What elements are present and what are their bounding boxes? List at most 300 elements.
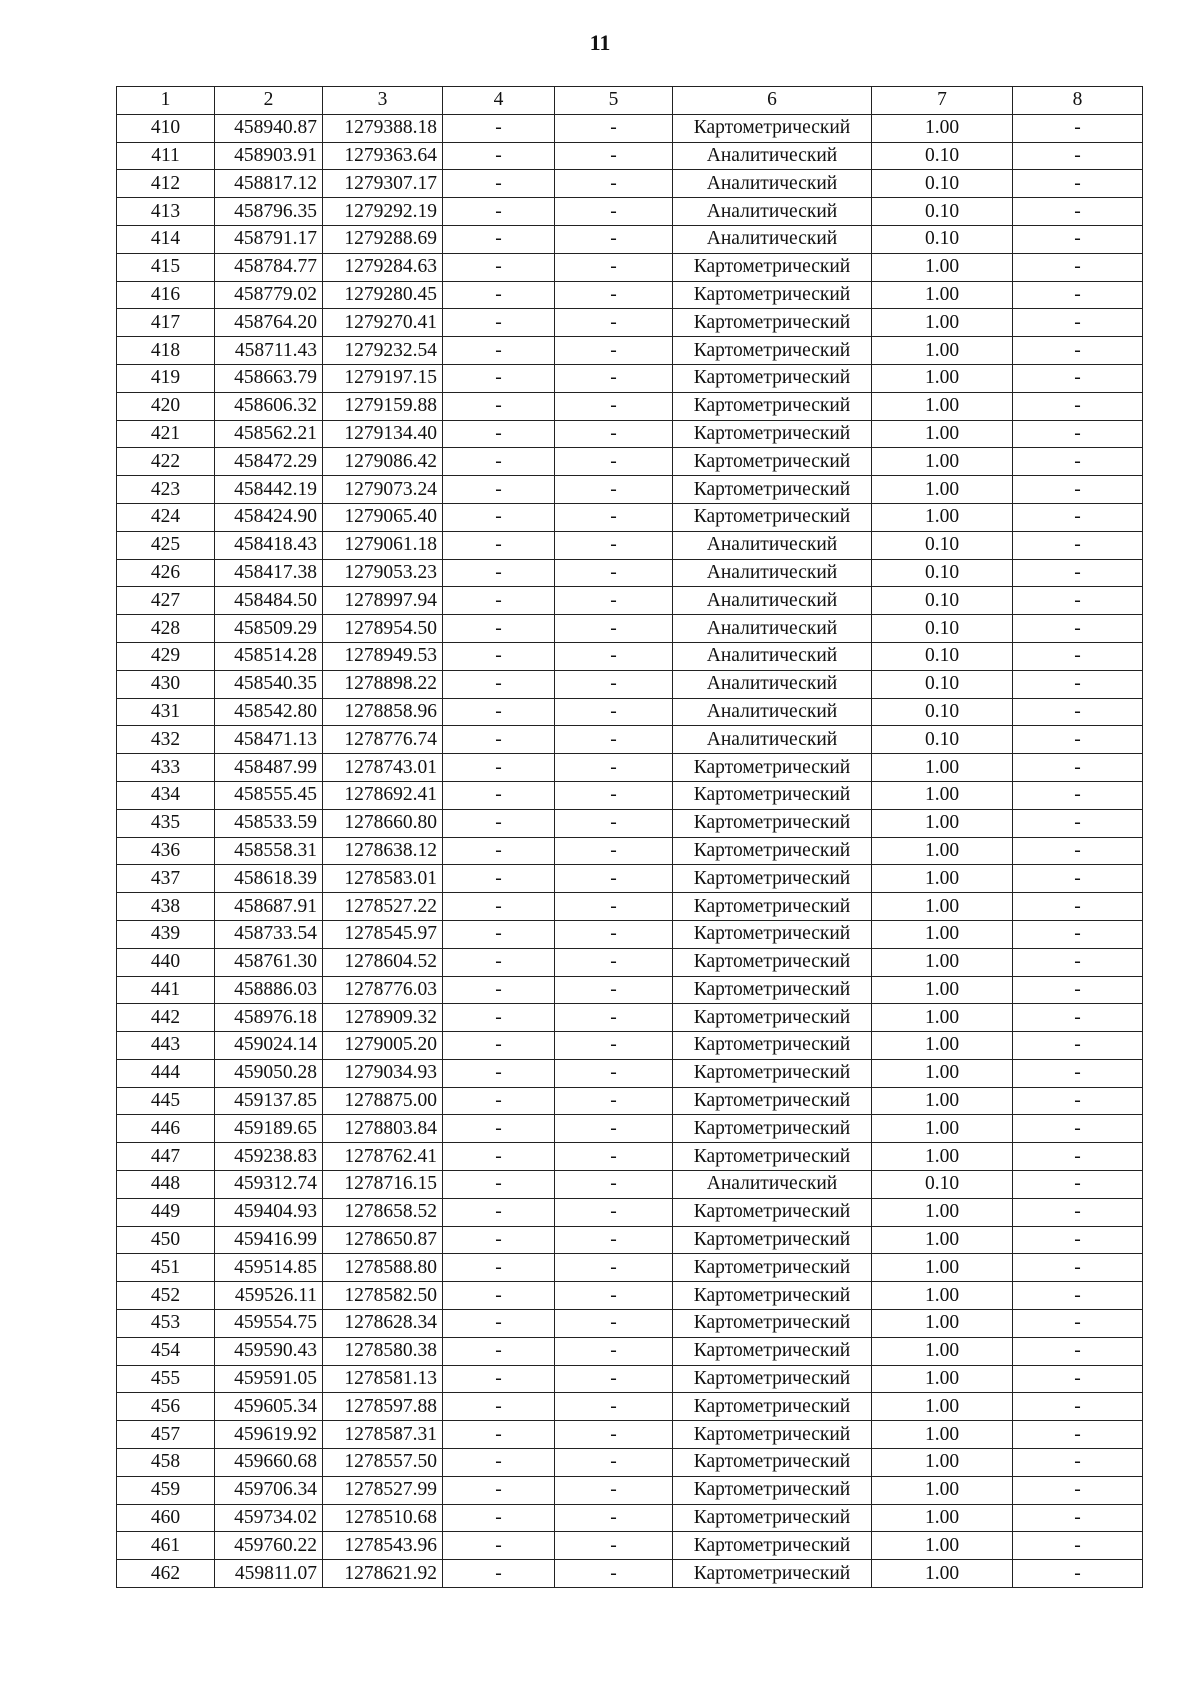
y-coordinate-cell: 1279288.69 (323, 225, 443, 253)
x-coordinate-cell: 458606.32 (215, 392, 323, 420)
column-5-cell: - (555, 976, 673, 1004)
column-8-cell: - (1013, 1059, 1143, 1087)
table-row (117, 587, 1143, 615)
column-8-cell: - (1013, 642, 1143, 670)
method-cell: Картометрический (673, 754, 872, 782)
column-4-cell: - (443, 754, 555, 782)
column-8-cell: - (1013, 1393, 1143, 1421)
x-coordinate-cell: 459514.85 (215, 1254, 323, 1282)
table-row (117, 420, 1143, 448)
x-coordinate-cell: 459189.65 (215, 1115, 323, 1143)
point-number-cell: 431 (117, 698, 215, 726)
method-cell: Картометрический (673, 1282, 872, 1310)
column-8-cell: - (1013, 893, 1143, 921)
x-coordinate-cell: 459312.74 (215, 1171, 323, 1199)
column-5-cell: - (555, 114, 673, 142)
y-coordinate-cell: 1278743.01 (323, 754, 443, 782)
point-number-cell: 421 (117, 420, 215, 448)
column-4-cell: - (443, 1393, 555, 1421)
x-coordinate-cell: 458687.91 (215, 893, 323, 921)
x-coordinate-cell: 458509.29 (215, 615, 323, 643)
method-cell: Картометрический (673, 253, 872, 281)
table-row (117, 698, 1143, 726)
column-4-cell: - (443, 392, 555, 420)
method-cell: Картометрический (673, 837, 872, 865)
point-number-cell: 457 (117, 1421, 215, 1449)
column-4-cell: - (443, 1449, 555, 1477)
column-4-cell: - (443, 1115, 555, 1143)
column-4-cell: - (443, 1143, 555, 1171)
x-coordinate-cell: 458976.18 (215, 1004, 323, 1032)
point-number-cell: 410 (117, 114, 215, 142)
column-4-cell: - (443, 698, 555, 726)
accuracy-cell: 1.00 (872, 448, 1013, 476)
x-coordinate-cell: 458555.45 (215, 781, 323, 809)
accuracy-cell: 1.00 (872, 809, 1013, 837)
y-coordinate-cell: 1278545.97 (323, 920, 443, 948)
column-8-cell: - (1013, 1087, 1143, 1115)
point-number-cell: 412 (117, 170, 215, 198)
table-row (117, 615, 1143, 643)
column-5-cell: - (555, 253, 673, 281)
y-coordinate-cell: 1278650.87 (323, 1226, 443, 1254)
point-number-cell: 415 (117, 253, 215, 281)
accuracy-cell: 1.00 (872, 281, 1013, 309)
column-8-cell: - (1013, 531, 1143, 559)
table-row (117, 1449, 1143, 1477)
x-coordinate-cell: 458442.19 (215, 476, 323, 504)
table-row (117, 559, 1143, 587)
method-cell: Картометрический (673, 976, 872, 1004)
y-coordinate-cell: 1279034.93 (323, 1059, 443, 1087)
column-5-cell: - (555, 420, 673, 448)
point-number-cell: 427 (117, 587, 215, 615)
point-number-cell: 436 (117, 837, 215, 865)
x-coordinate-cell: 458418.43 (215, 531, 323, 559)
method-cell: Картометрический (673, 476, 872, 504)
accuracy-cell: 0.10 (872, 170, 1013, 198)
column-8-cell: - (1013, 309, 1143, 337)
column-5-cell: - (555, 615, 673, 643)
method-cell: Картометрический (673, 1504, 872, 1532)
column-8-cell: - (1013, 1337, 1143, 1365)
accuracy-cell: 0.10 (872, 198, 1013, 226)
x-coordinate-cell: 458472.29 (215, 448, 323, 476)
accuracy-cell: 1.00 (872, 948, 1013, 976)
table-row (117, 1226, 1143, 1254)
table-row (117, 1087, 1143, 1115)
table-row (117, 1171, 1143, 1199)
column-4-cell: - (443, 781, 555, 809)
column-8-cell: - (1013, 1171, 1143, 1199)
column-4-cell: - (443, 142, 555, 170)
x-coordinate-cell: 459050.28 (215, 1059, 323, 1087)
table-row (117, 1032, 1143, 1060)
column-8-cell: - (1013, 1560, 1143, 1588)
column-8-cell: - (1013, 1421, 1143, 1449)
table-row (117, 837, 1143, 865)
x-coordinate-cell: 459734.02 (215, 1504, 323, 1532)
column-4-cell: - (443, 448, 555, 476)
column-4-cell: - (443, 1254, 555, 1282)
point-number-cell: 446 (117, 1115, 215, 1143)
method-cell: Аналитический (673, 198, 872, 226)
accuracy-cell: 0.10 (872, 726, 1013, 754)
column-5-cell: - (555, 1059, 673, 1087)
x-coordinate-cell: 458618.39 (215, 865, 323, 893)
point-number-cell: 411 (117, 142, 215, 170)
y-coordinate-cell: 1278658.52 (323, 1198, 443, 1226)
x-coordinate-cell: 458540.35 (215, 670, 323, 698)
column-4-cell: - (443, 948, 555, 976)
y-coordinate-cell: 1278776.74 (323, 726, 443, 754)
column-header: 2 (215, 87, 323, 115)
column-5-cell: - (555, 754, 673, 782)
method-cell: Картометрический (673, 920, 872, 948)
table-row (117, 337, 1143, 365)
column-8-cell: - (1013, 337, 1143, 365)
y-coordinate-cell: 1279159.88 (323, 392, 443, 420)
column-4-cell: - (443, 920, 555, 948)
method-cell: Картометрический (673, 503, 872, 531)
table-row (117, 114, 1143, 142)
point-number-cell: 429 (117, 642, 215, 670)
method-cell: Картометрический (673, 364, 872, 392)
column-8-cell: - (1013, 1476, 1143, 1504)
point-number-cell: 438 (117, 893, 215, 921)
y-coordinate-cell: 1278557.50 (323, 1449, 443, 1477)
column-4-cell: - (443, 309, 555, 337)
column-5-cell: - (555, 1171, 673, 1199)
method-cell: Аналитический (673, 615, 872, 643)
column-4-cell: - (443, 726, 555, 754)
y-coordinate-cell: 1278604.52 (323, 948, 443, 976)
method-cell: Аналитический (673, 642, 872, 670)
column-4-cell: - (443, 893, 555, 921)
y-coordinate-cell: 1278527.22 (323, 893, 443, 921)
column-4-cell: - (443, 976, 555, 1004)
column-4-cell: - (443, 225, 555, 253)
x-coordinate-cell: 458779.02 (215, 281, 323, 309)
y-coordinate-cell: 1278581.13 (323, 1365, 443, 1393)
point-number-cell: 458 (117, 1449, 215, 1477)
y-coordinate-cell: 1279388.18 (323, 114, 443, 142)
column-8-cell: - (1013, 754, 1143, 782)
y-coordinate-cell: 1278898.22 (323, 670, 443, 698)
column-4-cell: - (443, 420, 555, 448)
column-5-cell: - (555, 225, 673, 253)
y-coordinate-cell: 1279134.40 (323, 420, 443, 448)
accuracy-cell: 1.00 (872, 1198, 1013, 1226)
column-4-cell: - (443, 587, 555, 615)
column-5-cell: - (555, 1532, 673, 1560)
column-8-cell: - (1013, 448, 1143, 476)
column-header: 5 (555, 87, 673, 115)
column-8-cell: - (1013, 1310, 1143, 1338)
column-8-cell: - (1013, 281, 1143, 309)
accuracy-cell: 1.00 (872, 1560, 1013, 1588)
y-coordinate-cell: 1279292.19 (323, 198, 443, 226)
y-coordinate-cell: 1278628.34 (323, 1310, 443, 1338)
point-number-cell: 419 (117, 364, 215, 392)
point-number-cell: 432 (117, 726, 215, 754)
y-coordinate-cell: 1279363.64 (323, 142, 443, 170)
column-8-cell: - (1013, 114, 1143, 142)
column-8-cell: - (1013, 1365, 1143, 1393)
table-row (117, 503, 1143, 531)
column-8-cell: - (1013, 1004, 1143, 1032)
table-row (117, 642, 1143, 670)
column-8-cell: - (1013, 420, 1143, 448)
column-4-cell: - (443, 615, 555, 643)
point-number-cell: 435 (117, 809, 215, 837)
point-number-cell: 434 (117, 781, 215, 809)
method-cell: Аналитический (673, 531, 872, 559)
column-5-cell: - (555, 893, 673, 921)
accuracy-cell: 1.00 (872, 476, 1013, 504)
column-8-cell: - (1013, 865, 1143, 893)
column-4-cell: - (443, 476, 555, 504)
table-row (117, 1476, 1143, 1504)
column-5-cell: - (555, 865, 673, 893)
column-4-cell: - (443, 1087, 555, 1115)
accuracy-cell: 1.00 (872, 1254, 1013, 1282)
accuracy-cell: 1.00 (872, 1393, 1013, 1421)
column-5-cell: - (555, 1226, 673, 1254)
x-coordinate-cell: 458484.50 (215, 587, 323, 615)
method-cell: Картометрический (673, 781, 872, 809)
column-4-cell: - (443, 1476, 555, 1504)
method-cell: Картометрический (673, 1115, 872, 1143)
table-row (117, 364, 1143, 392)
method-cell: Картометрический (673, 337, 872, 365)
column-5-cell: - (555, 281, 673, 309)
column-5-cell: - (555, 1560, 673, 1588)
column-8-cell: - (1013, 198, 1143, 226)
table-row (117, 1115, 1143, 1143)
column-4-cell: - (443, 503, 555, 531)
column-8-cell: - (1013, 1254, 1143, 1282)
point-number-cell: 418 (117, 337, 215, 365)
page-number: 11 (589, 30, 611, 55)
y-coordinate-cell: 1278582.50 (323, 1282, 443, 1310)
column-8-cell: - (1013, 1198, 1143, 1226)
y-coordinate-cell: 1279086.42 (323, 448, 443, 476)
column-8-cell: - (1013, 698, 1143, 726)
y-coordinate-cell: 1279061.18 (323, 531, 443, 559)
column-5-cell: - (555, 1115, 673, 1143)
column-4-cell: - (443, 1032, 555, 1060)
column-8-cell: - (1013, 1282, 1143, 1310)
accuracy-cell: 1.00 (872, 337, 1013, 365)
accuracy-cell: 1.00 (872, 309, 1013, 337)
accuracy-cell: 1.00 (872, 1421, 1013, 1449)
column-4-cell: - (443, 253, 555, 281)
column-4-cell: - (443, 559, 555, 587)
x-coordinate-cell: 458784.77 (215, 253, 323, 281)
method-cell: Картометрический (673, 1337, 872, 1365)
method-cell: Картометрический (673, 1087, 872, 1115)
column-4-cell: - (443, 1560, 555, 1588)
table-row (117, 726, 1143, 754)
table-row (117, 976, 1143, 1004)
column-header: 4 (443, 87, 555, 115)
x-coordinate-cell: 458903.91 (215, 142, 323, 170)
column-5-cell: - (555, 170, 673, 198)
accuracy-cell: 1.00 (872, 392, 1013, 420)
x-coordinate-cell: 458533.59 (215, 809, 323, 837)
column-4-cell: - (443, 531, 555, 559)
point-number-cell: 433 (117, 754, 215, 782)
column-8-cell: - (1013, 1143, 1143, 1171)
x-coordinate-cell: 459554.75 (215, 1310, 323, 1338)
accuracy-cell: 1.00 (872, 1004, 1013, 1032)
column-8-cell: - (1013, 170, 1143, 198)
accuracy-cell: 0.10 (872, 615, 1013, 643)
x-coordinate-cell: 459404.93 (215, 1198, 323, 1226)
method-cell: Аналитический (673, 698, 872, 726)
method-cell: Картометрический (673, 1198, 872, 1226)
method-cell: Картометрический (673, 1532, 872, 1560)
method-cell: Картометрический (673, 1365, 872, 1393)
column-8-cell: - (1013, 392, 1143, 420)
x-coordinate-cell: 458761.30 (215, 948, 323, 976)
accuracy-cell: 1.00 (872, 1504, 1013, 1532)
method-cell: Картометрический (673, 1004, 872, 1032)
column-5-cell: - (555, 1032, 673, 1060)
table-row (117, 754, 1143, 782)
point-number-cell: 443 (117, 1032, 215, 1060)
column-5-cell: - (555, 364, 673, 392)
column-5-cell: - (555, 642, 673, 670)
column-4-cell: - (443, 1337, 555, 1365)
y-coordinate-cell: 1278803.84 (323, 1115, 443, 1143)
x-coordinate-cell: 459660.68 (215, 1449, 323, 1477)
column-5-cell: - (555, 1449, 673, 1477)
coordinates-table (116, 86, 1143, 1588)
method-cell: Картометрический (673, 281, 872, 309)
accuracy-cell: 1.00 (872, 1282, 1013, 1310)
x-coordinate-cell: 458886.03 (215, 976, 323, 1004)
y-coordinate-cell: 1279197.15 (323, 364, 443, 392)
column-4-cell: - (443, 837, 555, 865)
column-8-cell: - (1013, 837, 1143, 865)
column-8-cell: - (1013, 253, 1143, 281)
table-header-row (117, 87, 1143, 115)
method-cell: Картометрический (673, 948, 872, 976)
accuracy-cell: 1.00 (872, 1337, 1013, 1365)
x-coordinate-cell: 458940.87 (215, 114, 323, 142)
column-8-cell: - (1013, 726, 1143, 754)
table-row (117, 1337, 1143, 1365)
x-coordinate-cell: 459416.99 (215, 1226, 323, 1254)
y-coordinate-cell: 1279005.20 (323, 1032, 443, 1060)
column-5-cell: - (555, 559, 673, 587)
accuracy-cell: 1.00 (872, 364, 1013, 392)
method-cell: Картометрический (673, 865, 872, 893)
column-5-cell: - (555, 1337, 673, 1365)
table-row (117, 170, 1143, 198)
y-coordinate-cell: 1278692.41 (323, 781, 443, 809)
column-5-cell: - (555, 1087, 673, 1115)
accuracy-cell: 1.00 (872, 920, 1013, 948)
accuracy-cell: 1.00 (872, 754, 1013, 782)
table-row (117, 1393, 1143, 1421)
method-cell: Картометрический (673, 1421, 872, 1449)
point-number-cell: 440 (117, 948, 215, 976)
point-number-cell: 452 (117, 1282, 215, 1310)
column-5-cell: - (555, 837, 673, 865)
point-number-cell: 417 (117, 309, 215, 337)
accuracy-cell: 1.00 (872, 976, 1013, 1004)
column-8-cell: - (1013, 1115, 1143, 1143)
accuracy-cell: 0.10 (872, 1171, 1013, 1199)
column-4-cell: - (443, 1198, 555, 1226)
accuracy-cell: 1.00 (872, 1476, 1013, 1504)
point-number-cell: 428 (117, 615, 215, 643)
column-5-cell: - (555, 670, 673, 698)
column-5-cell: - (555, 587, 673, 615)
table-row (117, 1004, 1143, 1032)
column-4-cell: - (443, 114, 555, 142)
column-8-cell: - (1013, 948, 1143, 976)
column-5-cell: - (555, 726, 673, 754)
point-number-cell: 461 (117, 1532, 215, 1560)
column-4-cell: - (443, 1004, 555, 1032)
table-row (117, 281, 1143, 309)
column-5-cell: - (555, 1143, 673, 1171)
column-5-cell: - (555, 1004, 673, 1032)
column-header: 3 (323, 87, 443, 115)
x-coordinate-cell: 459137.85 (215, 1087, 323, 1115)
column-4-cell: - (443, 281, 555, 309)
column-8-cell: - (1013, 476, 1143, 504)
point-number-cell: 455 (117, 1365, 215, 1393)
x-coordinate-cell: 458514.28 (215, 642, 323, 670)
column-8-cell: - (1013, 1032, 1143, 1060)
column-5-cell: - (555, 1504, 673, 1532)
method-cell: Аналитический (673, 170, 872, 198)
y-coordinate-cell: 1278997.94 (323, 587, 443, 615)
accuracy-cell: 1.00 (872, 253, 1013, 281)
table-row (117, 1421, 1143, 1449)
accuracy-cell: 0.10 (872, 642, 1013, 670)
y-coordinate-cell: 1278762.41 (323, 1143, 443, 1171)
column-4-cell: - (443, 198, 555, 226)
column-4-cell: - (443, 1171, 555, 1199)
point-number-cell: 459 (117, 1476, 215, 1504)
table-row (117, 448, 1143, 476)
point-number-cell: 444 (117, 1059, 215, 1087)
column-8-cell: - (1013, 615, 1143, 643)
method-cell: Картометрический (673, 809, 872, 837)
column-5-cell: - (555, 448, 673, 476)
y-coordinate-cell: 1278580.38 (323, 1337, 443, 1365)
point-number-cell: 430 (117, 670, 215, 698)
table-row (117, 309, 1143, 337)
y-coordinate-cell: 1278954.50 (323, 615, 443, 643)
x-coordinate-cell: 458764.20 (215, 309, 323, 337)
method-cell: Картометрический (673, 420, 872, 448)
table-row (117, 1365, 1143, 1393)
point-number-cell: 454 (117, 1337, 215, 1365)
y-coordinate-cell: 1278858.96 (323, 698, 443, 726)
method-cell: Картометрический (673, 893, 872, 921)
x-coordinate-cell: 458562.21 (215, 420, 323, 448)
method-cell: Картометрический (673, 1449, 872, 1477)
point-number-cell: 441 (117, 976, 215, 1004)
method-cell: Аналитический (673, 225, 872, 253)
